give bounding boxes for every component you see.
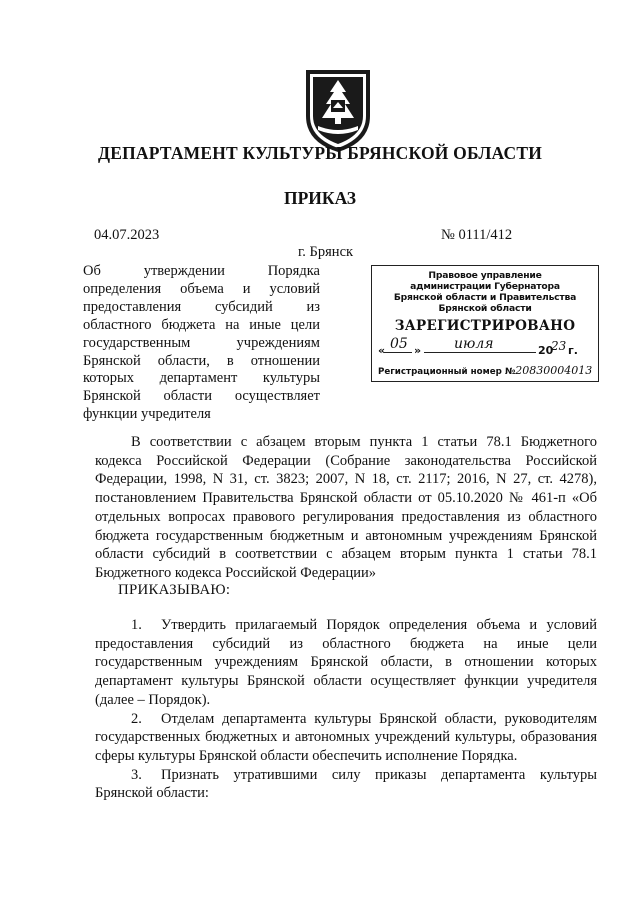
preamble-paragraph: В соответствии с абзацем вторым пункта 1 статьи 78.1 Бюджетного кодекса Российской Федерации (Собрание законодательства Российской Федерации, 1998, N 31, ст. 3823; 2007, N 18, ст. 2117; 2016, N 27, ст. 4278), постановлением Правительства Брянской области от 05.10.2020 № 461-п «Об отдельных вопросах правового регулирования предоставления из областного бюджета государственным бюджетным и автономным учреждениям Брянской области субсидий в соответствии с абзацем вторым пункта 1 статьи 78.1 Бюджетного кодекса Российской Федерации» [95, 434, 597, 581]
stamp-year-prefix: 20 [538, 344, 554, 357]
stamp-reg-number: 20830004013 [515, 364, 593, 377]
order-item [95, 710, 597, 766]
stamp-status: ЗАРЕГИСТРИРОВАНО [394, 318, 576, 334]
stamp-line-3: Брянской области и Правительства [393, 292, 577, 303]
order-date: 04.07.2023 [94, 227, 160, 243]
order-number: № 0111/412 [441, 227, 513, 243]
coat-of-arms-emblem [300, 64, 376, 154]
stamp-date-line: « 05 » июля 20 23 г. [378, 336, 578, 357]
stamp-reg-label: Регистрационный номер № [378, 367, 516, 377]
order-item [95, 616, 597, 710]
stamp-year-unit: г. [568, 344, 578, 357]
city: г. Брянск [298, 244, 354, 260]
stamp-day: 05 [390, 336, 408, 352]
stamp-line-2: администрации Губернатора [410, 281, 560, 292]
department-title: ДЕПАРТАМЕНТ КУЛЬТУРЫ БРЯНСКОЙ ОБЛАСТИ [97, 143, 543, 163]
stamp-line-4: Брянской области [438, 303, 532, 314]
stamp-registration [378, 364, 592, 377]
item-text: Утвердить прилагаемый Порядок определения объема и условий предоставления субсидий из областного бюджета на иные цели государственным учреждениям Брянской области, в отношении которых департамент культуры Брянской области осуществляет функции учредителя (далее – Порядок). [95, 617, 597, 708]
item-text: Признать утратившими силу приказы департамента культуры Брянской области: [95, 766, 597, 802]
order-subject: Об утверждении Порядка определения объема и условий предоставления субсидий из областного бюджета на иные цели государственным учреждениям Брянской области, в отношении которых департамент культуры Брянской области осуществляет функции учредителя [83, 263, 320, 423]
item-number: 2. [131, 710, 142, 727]
item-text: Отделам департамента культуры Брянской области, руководителям государственных бюджетных и автономных учреждений культуры, образования сферы культуры Брянской области обеспечить исполнение Порядка. [95, 710, 597, 764]
item-number: 1. [131, 617, 142, 633]
order-item [95, 766, 597, 803]
registration-stamp [371, 265, 599, 382]
item-number: 3. [131, 766, 142, 783]
order-items [95, 616, 597, 803]
stamp-month: июля [454, 336, 494, 352]
order-word: ПРИКАЗЫВАЮ: [118, 582, 231, 598]
document-type: ПРИКАЗ [283, 188, 357, 208]
stamp-line-1: Правовое управление [428, 270, 542, 281]
stamp-year-suffix: 23 [551, 339, 567, 353]
